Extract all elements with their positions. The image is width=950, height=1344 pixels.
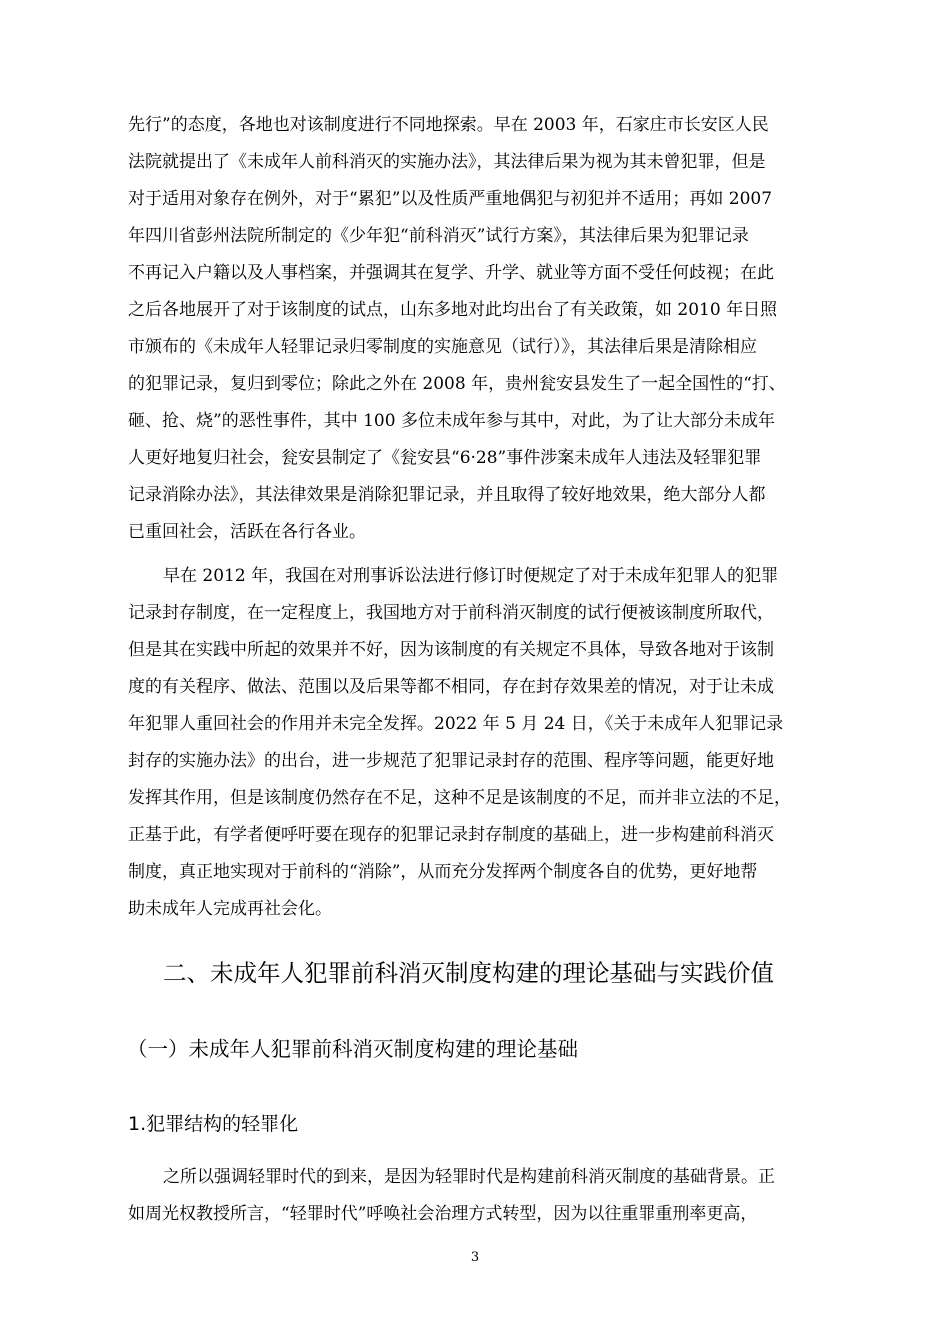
- paragraph-line: 早在 2012 年，我国在对刑事诉讼法进行修订时便规定了对于未成年犯罪人的犯罪: [163, 566, 779, 586]
- paragraph-line: 但是其在实践中所起的效果并不好，因为该制度的有关规定不具体，导致各地对于该制: [128, 640, 774, 660]
- paragraph-line: 封存的实施办法》的出台，进一步规范了犯罪记录封存的范围、程序等问题，能更好地: [128, 751, 774, 771]
- subsection-heading: （一）未成年人犯罪前科消灭制度构建的理论基础: [127, 1037, 578, 1061]
- paragraph-line: 对于适用对象存在例外，对于“累犯”以及性质严重地偶犯与初犯并不适用；再如 2007: [128, 189, 773, 209]
- paragraph-line: 法院就提出了《未成年人前科消灭的实施办法》，其法律后果为视为其未曾犯罪，但是: [128, 152, 766, 172]
- paragraph-line: 之所以强调轻罪时代的到来，是因为轻罪时代是构建前科消灭制度的基础背景。正: [163, 1167, 775, 1187]
- paragraph-line: 砸、抢、烧”的恶性事件，其中 100 多位未成年参与其中，对此，为了让大部分未成年: [128, 411, 775, 431]
- paragraph-line: 发挥其作用，但是该制度仍然存在不足，这种不足是该制度的不足，而并非立法的不足，: [128, 788, 791, 808]
- paragraph-line: 的犯罪记录，复归到零位；除此之外在 2008 年，贵州瓮安县发生了一起全国性的“打、: [128, 374, 786, 394]
- paragraph-line: 不再记入户籍以及人事档案，并强调其在复学、升学、就业等方面不受任何歧视；在此: [128, 263, 774, 283]
- paragraph-line: 制度，真正地实现对于前科的“消除”，从而充分发挥两个制度各自的优势，更好地帮: [128, 862, 758, 882]
- paragraph-line: 市颁布的《未成年人轻罪记录归零制度的实施意见（试行）》，其法律后果是清除相应: [128, 337, 757, 357]
- paragraph-line: 正基于此，有学者便呼吁要在现存的犯罪记录封存制度的基础上，进一步构建前科消灭: [128, 825, 774, 845]
- paragraph-line: 记录封存制度，在一定程度上，我国地方对于前科消灭制度的试行便被该制度所取代，: [128, 603, 774, 623]
- paragraph-line: 已重回社会，活跃在各行各业。: [128, 522, 366, 542]
- paragraph-line: 先行”的态度，各地也对该制度进行不同地探索。早在 2003 年，石家庄市长安区人民: [128, 115, 769, 135]
- paragraph-line: 年四川省彭州法院所制定的《少年犯“前科消灭”试行方案》，其法律后果为犯罪记录: [128, 226, 749, 246]
- paragraph-line: 助未成年人完成再社会化。: [128, 899, 332, 919]
- paragraph-line: 记录消除办法》，其法律效果是消除犯罪记录，并且取得了较好地效果，绝大部分人都: [128, 485, 766, 505]
- paragraph-line: 年犯罪人重回社会的作用并未完全发挥。2022 年 5 月 24 日，《关于未成年人犯罪记录: [128, 714, 784, 734]
- paragraph-line: 如周光权教授所言，“轻罪时代”呼唤社会治理方式转型，因为以往重罪重刑率更高，: [128, 1204, 758, 1224]
- paragraph-line: 人更好地复归社会，瓮安县制定了《瓮安县“6·28”事件涉案未成年人违法及轻罪犯罪: [128, 448, 762, 468]
- section-heading: 二、未成年人犯罪前科消灭制度构建的理论基础与实践价值: [163, 959, 774, 987]
- subsubsection-heading: 1.犯罪结构的轻罪化: [128, 1113, 299, 1135]
- paragraph-line: 之后各地展开了对于该制度的试点，山东多地对此均出台了有关政策，如 2010 年日照: [128, 300, 778, 320]
- page-number: 3: [470, 1250, 480, 1265]
- paragraph-line: 度的有关程序、做法、范围以及后果等都不相同，存在封存效果差的情况，对于让未成: [128, 677, 774, 697]
